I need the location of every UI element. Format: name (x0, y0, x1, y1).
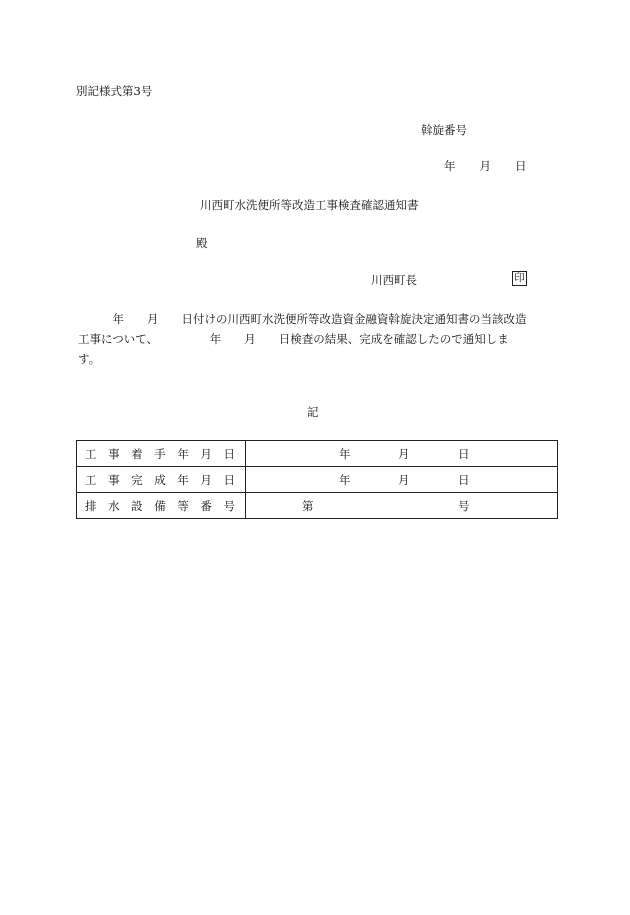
value-year: 年 (339, 473, 351, 487)
row-value (246, 493, 558, 519)
value-suffix: 号 (458, 499, 470, 513)
record-table (76, 440, 558, 519)
issue-date-month: 月 (479, 159, 491, 173)
notice-body-line: す。 (78, 352, 101, 366)
addressee-suffix: 殿 (196, 236, 208, 250)
notice-body-line: 年 月 日付けの川西町水洗便所等改造資金融資斡旋決定通知書の当該改造 (78, 312, 527, 326)
row-label: 工事完成年月日 (77, 467, 246, 493)
mediation-number-label: 斡旋番号 (421, 123, 467, 137)
table-row (77, 493, 558, 519)
row-value (246, 467, 558, 493)
issue-date (444, 159, 527, 173)
value-year: 年 (339, 447, 351, 461)
notice-body (78, 309, 556, 369)
issuer-name: 川西町長 (371, 273, 417, 287)
table-row (77, 467, 558, 493)
value-day: 日 (458, 447, 470, 461)
ki-heading: 記 (307, 405, 319, 419)
row-label: 排水設備等番号 (77, 493, 246, 519)
row-value (246, 441, 558, 467)
table-row (77, 441, 558, 467)
seal-mark: 印 (512, 271, 527, 286)
value-prefix: 第 (302, 499, 314, 513)
value-month: 月 (398, 447, 410, 461)
value-day: 日 (458, 473, 470, 487)
document-title: 川西町水洗便所等改造工事検査確認通知書 (200, 198, 419, 212)
form-number: 別記様式第3号 (76, 84, 153, 98)
row-label: 工事着手年月日 (77, 441, 246, 467)
issue-date-year: 年 (444, 159, 456, 173)
value-month: 月 (398, 473, 410, 487)
notice-body-line: 工事について、 年 月 日検査の結果、完成を確認したので通知しま (78, 332, 509, 346)
issue-date-day: 日 (515, 159, 527, 173)
